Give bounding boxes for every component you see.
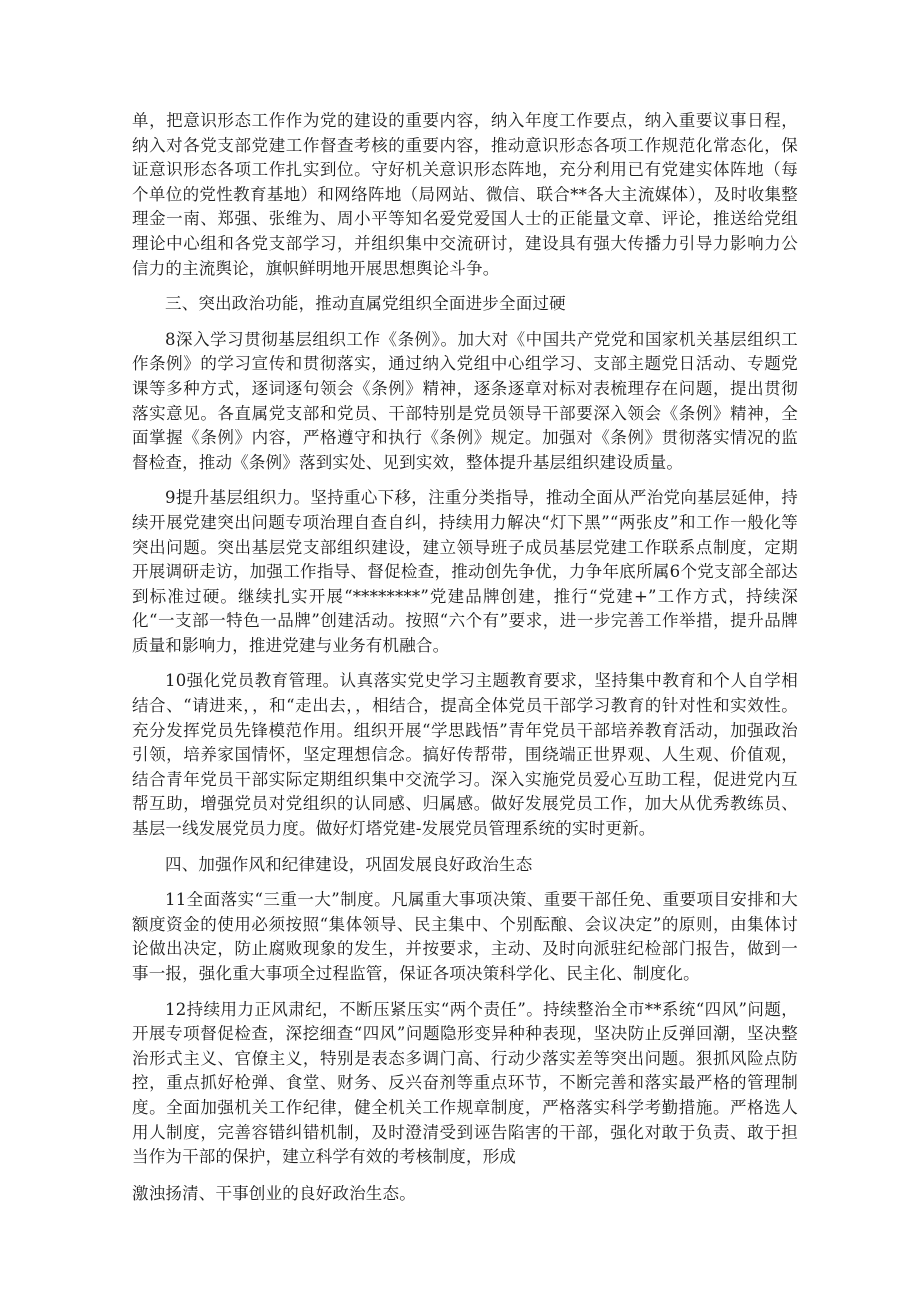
document-body (132, 109, 798, 1206)
paragraph-item-12: 12持续用力正风肃纪，不断压紧压实“两个责任”。持续整治全市**系统“四风”问题，开展专项督促检查，深挖细查“四风”问题隐形变异种种表现，坚决防止反弹回潮，坚决整治形式主义、官僚主义，特别是表态多调门高、行动少落实差等突出问题。狠抓风险点防控，重点抓好枪弹、食堂、财务、反兴奋剂等重点环节，不断完善和落实最严格的管理制度。全面加强机关工作纪律，健全机关工作规章制度，严格落实科学考勤措施。严格选人用人制度，完善容错纠错机制，及时澄清受到诬告陷害的干部，强化对敢于负责、敢于担当作为干部的保护，建立科学有效的考核制度，形成 (132, 999, 798, 1167)
paragraph-item-10: 10强化党员教育管理。认真落实党史学习主题教育要求，坚持集中教育和个人自学相结合、“请进来，，和“走出去，，相结合，提高全体党员干部学习教育的针对性和实效性。充分发挥党员先锋模范作用。组织开展“学思践悟”青年党员干部培养教育活动，加强政治引领，培养家国情怀，坚定理想信念。搞好传帮带，围绕端正世界观、人生观、价值观，结合青年党员干部实际定期组织集中交流学习。深入实施党员爱心互助工程，促进党内互帮互助，增强党员对党组织的认同感、归属感。做好发展党员工作，加大从优秀教练员、基层一线发展党员力度。做好灯塔党建-发展党员管理系统的实时更新。 (132, 671, 798, 839)
paragraph-item-11: 11全面落实“三重一大”制度。凡属重大事项决策、重要干部任免、重要项目安排和大额度资金的使用必须按照“集体领导、民主集中、个别酝酿、会议决定”的原则，由集体讨论做出决定，防止腐败现象的发生，并按要求，主动、及时向派驻纪检部门报告，做到一事一报，强化重大事项全过程监管，保证各项决策科学化、民主化、制度化。 (132, 890, 798, 983)
paragraph-item-12-tail: 激浊扬清、干事创业的良好政治生态。 (132, 1183, 416, 1203)
section-heading-3: 三、突出政治功能，推动直属党组织全面进步全面过硬 (165, 294, 566, 314)
paragraph-continuation: 单，把意识形态工作作为党的建设的重要内容，纳入年度工作要点，纳入重要议事日程，纳入对各党支部党建工作督查考核的重要内容，推动意识形态各项工作规范化常态化，保证意识形态各项工作扎实到位。守好机关意识形态阵地，充分利用已有党建实体阵地（每个单位的党性教育基地）和网络阵地（局网站、微信、联合**各大主流媒体），及时收集整理金一南、郑强、张维为、周小平等知名爱党爱国人士的正能量文章、评论，推送给党组理论中心组和各党支部学习，并组织集中交流研讨，建设具有强大传播力引导力影响力公信力的主流舆论，旗帜鲜明地开展思想舆论斗争。 (132, 111, 798, 278)
paragraph-item-8: 8深入学习贯彻基层组织工作《条例》。加大对《中国共产党党和国家机关基层组织工作条例》的学习宣传和贯彻落实，通过纳入党组中心组学习、支部主题党日活动、专题党课等多种方式，逐词逐句领会《条例》精神，逐条逐章对标对表梳理存在问题，提出贯彻落实意见。各直属党支部和党员、干部特别是党员领导干部要深入领会《条例》精神，全面掌握《条例》内容，严格遵守和执行《条例》规定。加强对《条例》贯彻落实情况的监督检查，推动《条例》落到实处、见到实效，整体提升基层组织建设质量。 (132, 329, 798, 472)
paragraph-item-9: 9提升基层组织力。坚持重心下移，注重分类指导，推动全面从严治党向基层延伸，持续开展党建突出问题专项治理自查自纠，持续用力解决“灯下黑”“两张皮”和工作一般化等突出问题。突出基层党支部组织建设，建立领导班子成员基层党建工作联系点制度，定期开展调研走访，加强工作指导、督促检查，推动创先争优，力争年底所属6个党支部全部达到标准过硬。继续扎实开展“********”党建品牌创建，推行“党建+”工作方式，持续深化“一支部一特色一品牌”创建活动。按照“六个有”要求，进一步完善工作举措，提升品牌质量和影响力，推进党建与业务有机融合。 (132, 488, 798, 655)
section-heading-4: 四、加强作风和纪律建设，巩固发展良好政治生态 (165, 854, 533, 874)
